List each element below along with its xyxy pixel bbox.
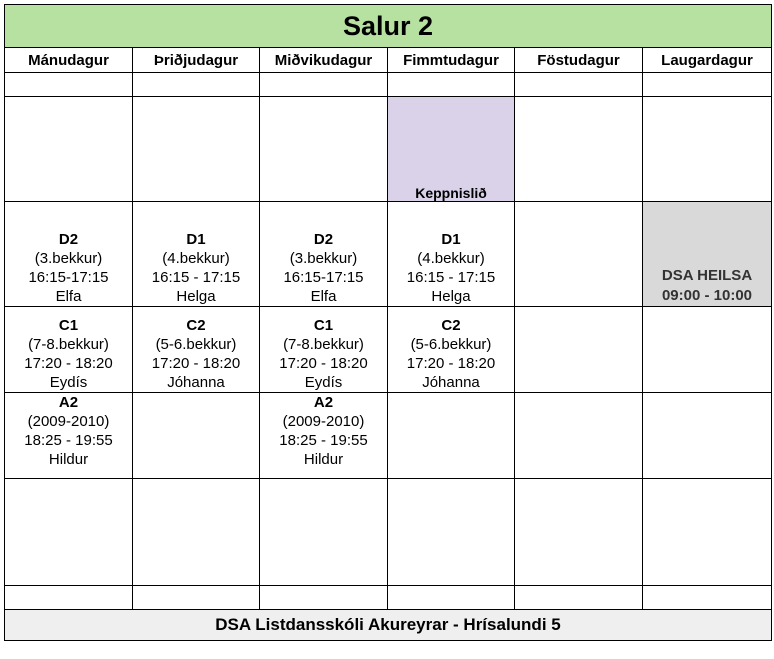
lesson-group: (3.bekkur) bbox=[34, 250, 103, 267]
lesson-code: A2 bbox=[313, 394, 334, 411]
dsa-heilsa-cell bbox=[643, 202, 772, 307]
empty-cell bbox=[643, 97, 772, 202]
lesson-teacher: Hildur bbox=[48, 451, 89, 468]
empty-cell bbox=[643, 307, 772, 393]
day-header-tuesday: Þriðjudagur bbox=[133, 48, 260, 73]
lesson-time: 18:25 - 19:55 bbox=[279, 432, 368, 449]
day-header-saturday: Laugardagur bbox=[643, 48, 772, 73]
empty-cell bbox=[133, 73, 260, 97]
lesson-code: C1 bbox=[58, 317, 79, 334]
empty-cell bbox=[5, 586, 133, 610]
lesson-code: A2 bbox=[58, 394, 79, 411]
empty-cell bbox=[260, 97, 388, 202]
lesson-time: 16:15-17:15 bbox=[28, 269, 109, 286]
day-header-monday: Mánudagur bbox=[5, 48, 133, 73]
empty-cell bbox=[260, 479, 388, 586]
lesson-d2-monday bbox=[5, 202, 133, 307]
lesson-group: (4.bekkur) bbox=[417, 250, 485, 267]
lesson-time: 16:15 - 17:15 bbox=[406, 269, 496, 286]
lesson-teacher: Elfa bbox=[55, 288, 82, 305]
empty-cell bbox=[643, 479, 772, 586]
empty-cell bbox=[515, 202, 643, 307]
empty-cell bbox=[515, 307, 643, 393]
empty-cell bbox=[643, 73, 772, 97]
lesson-code: D1 bbox=[186, 231, 206, 248]
lesson-group: (7-8.bekkur) bbox=[283, 336, 364, 353]
dsa-heilsa-time: 09:00 - 10:00 bbox=[661, 287, 753, 304]
lesson-code: C2 bbox=[441, 317, 461, 334]
lesson-code: D2 bbox=[58, 231, 79, 248]
day-header-wednesday: Miðvikudagur bbox=[260, 48, 388, 73]
lesson-group: (5-6.bekkur) bbox=[155, 336, 237, 353]
empty-cell bbox=[260, 586, 388, 610]
lesson-code: C2 bbox=[186, 317, 206, 334]
empty-cell bbox=[133, 586, 260, 610]
lesson-c2-thursday bbox=[388, 307, 515, 393]
lesson-teacher: Eydís bbox=[49, 374, 88, 391]
empty-cell bbox=[5, 73, 133, 97]
lesson-c1-monday bbox=[5, 307, 133, 393]
empty-cell bbox=[643, 393, 772, 479]
empty-cell bbox=[515, 479, 643, 586]
day-header-thursday: Fimmtudagur bbox=[388, 48, 515, 73]
lesson-code: C1 bbox=[313, 317, 334, 334]
empty-cell bbox=[643, 586, 772, 610]
lesson-teacher: Eydís bbox=[304, 374, 343, 391]
lesson-time: 17:20 - 18:20 bbox=[279, 355, 368, 372]
lesson-group: (4.bekkur) bbox=[162, 250, 230, 267]
lesson-group: (5-6.bekkur) bbox=[410, 336, 492, 353]
schedule-table bbox=[4, 4, 772, 641]
lesson-teacher: Hildur bbox=[303, 451, 344, 468]
empty-cell bbox=[133, 97, 260, 202]
empty-cell bbox=[388, 586, 515, 610]
lesson-a2-monday bbox=[5, 393, 133, 479]
empty-cell bbox=[5, 97, 133, 202]
empty-cell bbox=[133, 393, 260, 479]
day-header-friday: Föstudagur bbox=[515, 48, 643, 73]
lesson-group: (7-8.bekkur) bbox=[28, 336, 109, 353]
schedule-title: Salur 2 bbox=[5, 5, 772, 48]
lesson-a2-wednesday bbox=[260, 393, 388, 479]
empty-cell bbox=[388, 393, 515, 479]
lesson-d2-wednesday bbox=[260, 202, 388, 307]
lesson-time: 18:25 - 19:55 bbox=[24, 432, 113, 449]
lesson-teacher: Helga bbox=[176, 288, 216, 305]
lesson-teacher: Jóhanna bbox=[422, 374, 480, 391]
lesson-time: 17:20 - 18:20 bbox=[406, 355, 496, 372]
lesson-time: 17:20 - 18:20 bbox=[151, 355, 241, 372]
lesson-teacher: Jóhanna bbox=[167, 374, 225, 391]
empty-cell bbox=[515, 97, 643, 202]
empty-cell bbox=[5, 479, 133, 586]
lesson-d1-thursday bbox=[388, 202, 515, 307]
lesson-time: 16:15-17:15 bbox=[283, 269, 364, 286]
empty-cell bbox=[515, 586, 643, 610]
empty-cell bbox=[515, 393, 643, 479]
lesson-code: D2 bbox=[313, 231, 334, 248]
empty-cell bbox=[515, 73, 643, 97]
lesson-time: 16:15 - 17:15 bbox=[151, 269, 241, 286]
empty-cell bbox=[133, 479, 260, 586]
empty-cell bbox=[260, 73, 388, 97]
dsa-heilsa-name: DSA HEILSA bbox=[661, 267, 753, 284]
lesson-c1-wednesday bbox=[260, 307, 388, 393]
lesson-c2-tuesday bbox=[133, 307, 260, 393]
keppnislid-cell: Keppnislið bbox=[388, 97, 515, 202]
lesson-group: (2009-2010) bbox=[27, 413, 110, 430]
lesson-group: (2009-2010) bbox=[282, 413, 365, 430]
lesson-code: D1 bbox=[441, 231, 461, 248]
lesson-teacher: Helga bbox=[431, 288, 471, 305]
footer-school-name: DSA Listdansskóli Akureyrar - Hrísalundi 5 bbox=[5, 610, 772, 641]
empty-cell bbox=[388, 73, 515, 97]
lesson-teacher: Elfa bbox=[310, 288, 337, 305]
empty-cell bbox=[388, 479, 515, 586]
lesson-time: 17:20 - 18:20 bbox=[24, 355, 113, 372]
lesson-d1-tuesday bbox=[133, 202, 260, 307]
lesson-group: (3.bekkur) bbox=[289, 250, 358, 267]
